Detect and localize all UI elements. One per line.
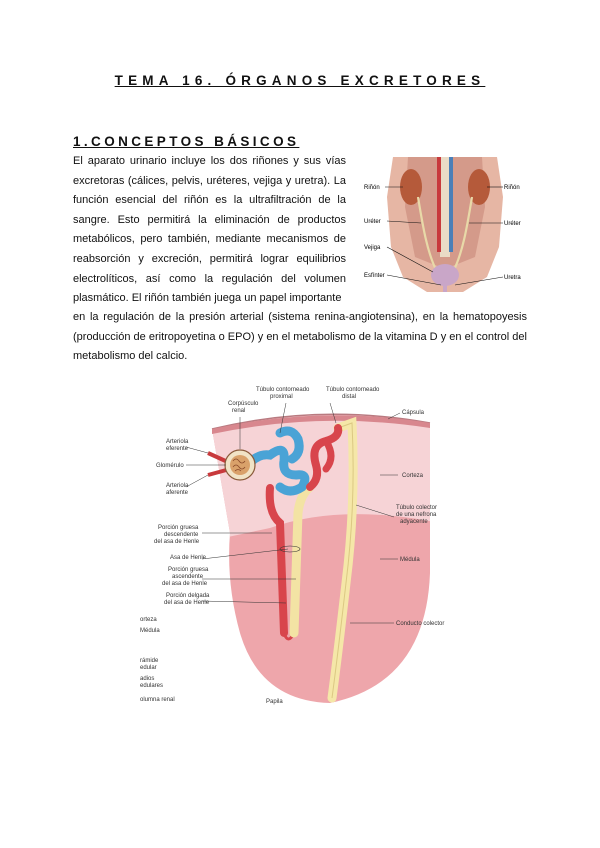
label-corpusculo-1: Corpúsculo [228, 401, 259, 407]
label-arteriola-aferente-1: Arteriola [166, 483, 189, 489]
label-arteriola-eferente-2: eferente [166, 446, 189, 452]
label-medula: Médula [400, 557, 420, 563]
glomerulus [230, 455, 250, 475]
paragraph-intro: El aparato urinario incluye los dos riñones y sus vías excretoras (cálices, pelvis, uréteres, vejiga y uretra). La función esencial del riñón es la ultrafiltración de la sangre. Esto permitirá la eliminación de productos metabólicos, pero también, mediante mecanismos de reabsorción y excreción, permitirá lograr equilibrios electrolíticos, así como la regulación del volumen plasmático. El riñón también juega un papel importante [73, 155, 346, 305]
label-ureter-left: Uréter [364, 219, 381, 225]
page-title: TEMA 16. ÓRGANOS EXCRETORES [114, 73, 486, 88]
legend-fragment-radios-2: edulares [140, 683, 164, 689]
legend-fragment-piramide-1: rámide [140, 658, 159, 664]
label-esfinter: Esfínter [364, 273, 385, 279]
paragraph-continuation: en la regulación de la presión arterial (sistema renina-angiotensina), en la hematopoyesis (producción de eritropoyetina o EPO) y en el metabolismo de la vitamina D y en el control del metabolismo del calcio. [73, 311, 527, 363]
label-tubulo-colector-2: de una nefrona [396, 512, 437, 518]
label-conducto-colector: Conducto colector [396, 621, 445, 627]
label-tubulo-distal-1: Túbulo contorneado [326, 387, 380, 393]
label-ureter-right: Uréter [504, 221, 521, 227]
label-tubulo-colector-1: Túbulo colector [396, 505, 438, 511]
label-porcion-gruesa-desc-2: descendente [164, 532, 199, 538]
legend-fragment-medula: Médula [140, 628, 160, 634]
label-uretra: Uretra [504, 275, 521, 281]
label-asa-henle: Asa de Henle [170, 555, 207, 561]
legend-fragment-corteza: orteza [140, 617, 157, 623]
label-vejiga: Vejiga [364, 245, 381, 251]
label-capsula: Cápsula [402, 410, 425, 416]
label-porcion-gruesa-asc-1: Porción gruesa [168, 567, 209, 573]
label-papila: Papila [266, 699, 283, 705]
label-porcion-gruesa-asc-2: ascendente [172, 574, 204, 580]
urinary-system-figure [363, 157, 527, 292]
label-arteriola-aferente-2: aferente [166, 490, 189, 496]
legend-fragment-columna: olumna renal [140, 697, 175, 703]
label-porcion-gruesa-desc-3: del asa de Henle [154, 539, 200, 545]
label-porcion-gruesa-desc-1: Porción gruesa [158, 525, 199, 531]
label-tubulo-colector-3: adyacente [400, 519, 428, 525]
section-heading: 1.CONCEPTOS BÁSICOS [73, 134, 300, 149]
label-rinon-left: Riñón [364, 185, 380, 191]
label-rinon-right: Riñón [504, 185, 520, 191]
legend-fragment-radios-1: adios [140, 676, 155, 682]
legend-fragment-piramide-2: edular [140, 665, 157, 671]
label-tubulo-distal-2: distal [342, 394, 357, 400]
label-glomerulo: Glomérulo [156, 463, 184, 469]
label-tubulo-proximal-2: proximal [270, 394, 293, 400]
label-porcion-delgada-1: Porción delgada [166, 593, 210, 599]
label-corteza: Corteza [402, 473, 424, 479]
label-corpusculo-2: renal [232, 408, 246, 414]
nephron-figure [140, 383, 460, 713]
label-arteriola-eferente-1: Arteriola [166, 439, 189, 445]
label-porcion-gruesa-asc-3: del asa de Henle [162, 581, 208, 587]
label-porcion-delgada-2: del asa de Henle [164, 600, 210, 606]
label-tubulo-proximal-1: Túbulo contorneado [256, 387, 310, 393]
